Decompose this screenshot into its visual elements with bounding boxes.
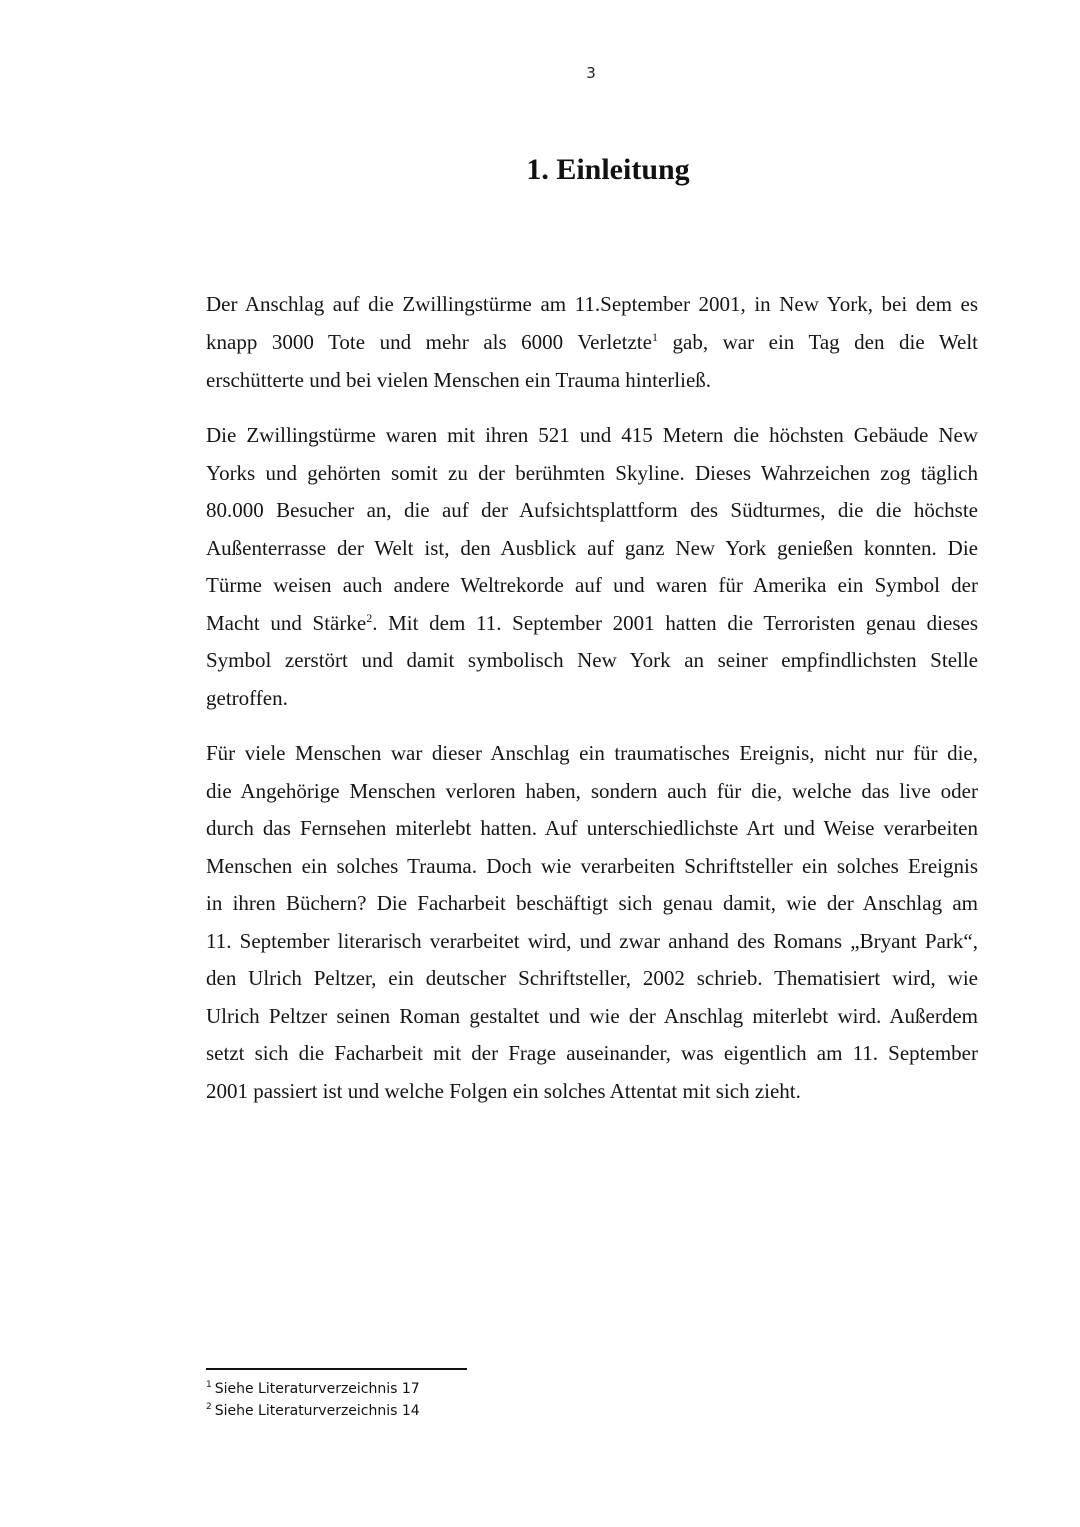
page-number: 3	[586, 64, 596, 82]
text-line: durch das Fernsehen miterlebt hatten. Auf unterschiedlichste Art und Weise verarbeiten	[206, 816, 978, 840]
text-line: 80.000 Besucher an, die auf der Aufsichtsplattform des Südturmes, die die höchste	[206, 498, 978, 522]
text-line: knapp 3000 Tote und mehr als 6000 Verletzte$^1$ gab, war ein Tag den die Welt	[206, 330, 978, 354]
text-line: Yorks und gehörten somit zu der berühmten Skyline. Dieses Wahrzeichen zog täglich	[206, 460, 978, 485]
text-line: in ihren Büchern? Die Facharbeit beschäftigt sich genau damit, wie der Anschlag am	[206, 891, 978, 915]
text-line: die Angehörige Menschen verloren haben, sondern auch für die, welche das live oder	[206, 778, 978, 803]
text-line: Symbol zerstört und damit symbolisch New York an seiner empfindlichsten Stelle	[206, 648, 978, 672]
text-line: erschütterte und bei vielen Menschen ein Trauma hinterließ.	[206, 368, 712, 392]
text-line: setzt sich die Facharbeit mit der Frage auseinander, was eigentlich am 11. September	[206, 1041, 978, 1065]
text-line: getroffen.	[206, 685, 288, 710]
footnote-1	[206, 1381, 420, 1397]
text-line: 11. September literarisch verarbeitet wird, und zwar anhand des Romans „Bryant Park“,	[206, 928, 978, 953]
text-line: Ulrich Peltzer seinen Roman gestaltet und wie der Anschlag miterlebt wird. Außerdem	[206, 1003, 978, 1028]
footnote-text: Siehe Literaturverzeichnis 17	[214, 1381, 420, 1397]
footnote-separator	[206, 1368, 467, 1370]
chapter-heading: 1. Einleitung	[526, 153, 690, 186]
footnote-ref-2[interactable]: 2	[366, 610, 373, 625]
text-line: Menschen ein solches Trauma. Doch wie verarbeiten Schriftsteller ein solches Ereignis	[206, 853, 978, 878]
text-line: Die Zwillingstürme waren mit ihren 521 und 415 Metern die höchsten Gebäude New	[206, 423, 978, 447]
text-line: Türme weisen auch andere Weltrekorde auf und waren für Amerika ein Symbol der	[206, 573, 978, 597]
text-line: Der Anschlag auf die Zwillingstürme am 11.September 2001, in New York, bei dem es	[206, 292, 978, 316]
text-line: den Ulrich Peltzer, ein deutscher Schriftsteller, 2002 schrieb. Thematisiert wird, wie	[206, 966, 978, 990]
text-line: Macht und Stärke$^2$. Mit dem 11. September 2001 hatten die Terroristen genau dieses	[206, 610, 978, 635]
footnote-number: 2	[206, 1402, 212, 1413]
text-line: Außenterrasse der Welt ist, den Ausblick auf ganz New York genießen konnten. Die	[206, 535, 978, 560]
footnote-2	[206, 1403, 420, 1419]
text-line: 2001 passiert ist und welche Folgen ein solches Attentat mit sich zieht.	[206, 1078, 801, 1103]
footnote-number: 1	[206, 1380, 212, 1391]
footnote-ref-1[interactable]: 1	[651, 330, 658, 344]
text-line: Für viele Menschen war dieser Anschlag ein traumatisches Ereignis, nicht nur für die,	[206, 741, 978, 765]
footnote-text: Siehe Literaturverzeichnis 14	[214, 1403, 420, 1419]
